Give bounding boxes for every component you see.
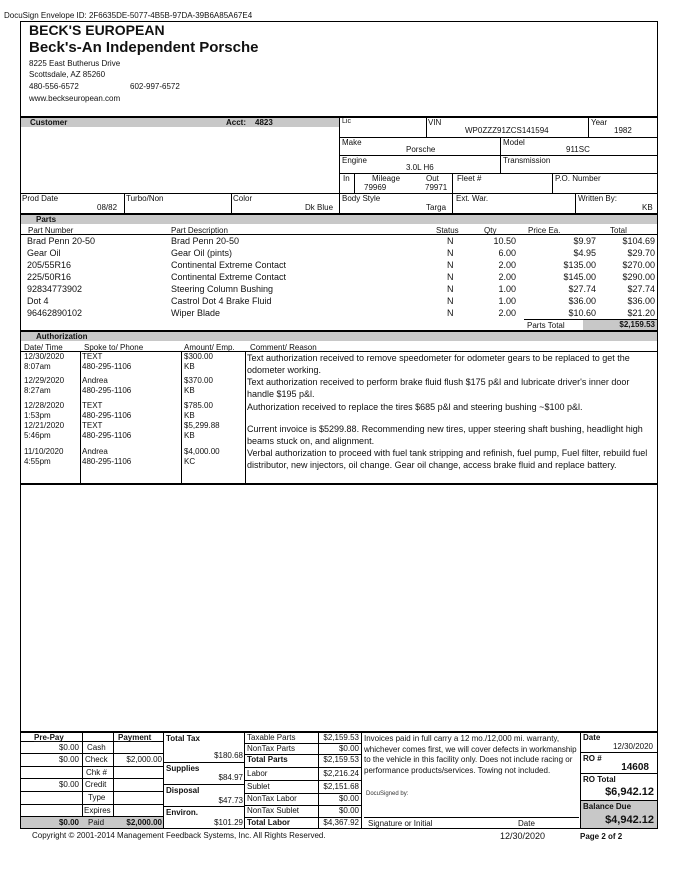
prepay-credit: $0.00 <box>58 780 79 789</box>
part-price: $4.95 <box>573 248 596 258</box>
po-label: P.O. Number <box>555 174 601 183</box>
auth-phone: 480-295-1106 <box>82 386 132 395</box>
year-value: 1982 <box>614 126 632 135</box>
part-status: N <box>447 260 454 270</box>
shop-address1: 8225 East Butherus Drive <box>29 59 121 68</box>
part-price: $27.74 <box>568 284 596 294</box>
model-label: Model <box>503 138 525 147</box>
auth-spoke: TEXT <box>82 401 103 410</box>
model-value: 911SC <box>566 145 590 154</box>
part-number: Dot 4 <box>27 296 49 306</box>
auth-date: 12/28/2020 <box>24 401 65 410</box>
acct-label: Acct: <box>226 118 247 127</box>
mileage-label: Mileage <box>372 174 401 183</box>
auth-amount: $370.00 <box>184 376 213 385</box>
fleet-label: Fleet # <box>457 174 482 183</box>
prepay-label: Pre-Pay <box>34 733 64 742</box>
part-description: Continental Extreme Contact <box>171 260 287 270</box>
type-label: Type <box>88 793 106 802</box>
part-total: $21.20 <box>627 308 655 318</box>
totals-value: $0.00 <box>338 806 359 815</box>
part-description: Continental Extreme Contact <box>171 272 287 282</box>
auth-emp: KB <box>184 362 195 371</box>
auth-phone: 480-295-1106 <box>82 457 132 466</box>
totals-value: $2,159.53 <box>323 733 359 742</box>
part-number: 96462890102 <box>27 308 83 318</box>
mileage-out-value: 79971 <box>425 183 448 192</box>
docusigned-by: DocuSigned by: <box>366 791 409 797</box>
part-total: $29.70 <box>627 248 655 258</box>
prepay-check: $0.00 <box>58 755 79 764</box>
ro-total-label: RO Total <box>583 775 616 784</box>
parts-total-label: Parts Total <box>527 321 565 330</box>
parts-col-total: Total <box>610 226 627 235</box>
part-number: Gear Oil <box>27 248 61 258</box>
year-label: Year <box>591 118 608 127</box>
signature-date-label: Date <box>518 819 535 828</box>
color-label: Color <box>233 194 253 203</box>
totals-label: Sublet <box>247 782 270 791</box>
part-price: $36.00 <box>568 296 596 306</box>
auth-time: 8:07am <box>24 362 51 371</box>
engine-value: 3.0L H6 <box>406 163 434 172</box>
part-status: N <box>447 236 454 246</box>
ro-number: 14608 <box>621 762 649 773</box>
totals-label: Labor <box>247 769 268 778</box>
part-description: Castrol Dot 4 Brake Fluid <box>171 296 272 306</box>
body-style-label: Body Style <box>342 194 381 203</box>
auth-col-spoke: Spoke to/ Phone <box>84 343 144 352</box>
payment-label: Payment <box>118 733 152 742</box>
table-row <box>20 296 658 307</box>
shop-name: BECK'S EUROPEAN <box>29 22 165 38</box>
totals-value: $4,367.92 <box>323 818 359 827</box>
table-row <box>20 248 658 259</box>
mileage-out-label: Out <box>426 174 439 183</box>
auth-comment: Text authorization received to remove speedometer for odometer gears to be replaced to get the odometer working. <box>247 353 630 375</box>
shop-subname: Beck's-An Independent Porsche <box>29 39 259 56</box>
auth-spoke: Andrea <box>82 376 108 385</box>
part-total: $104.69 <box>622 236 655 246</box>
paid-amount: $2,000.00 <box>126 818 162 827</box>
warranty-text: Invoices paid in full carry a 12 mo./12,000 mi. warranty, whichever comes first, we will cover defects in workmanship to the vehicle in this facility only. Does not include racing or performance products/services. Towing not included. <box>364 734 577 775</box>
mileage-in-value: 79969 <box>364 183 387 192</box>
prod-date-value: 08/82 <box>97 203 118 212</box>
auth-emp: KB <box>184 431 195 440</box>
authorization-rows <box>20 352 658 482</box>
part-total: $27.74 <box>627 284 655 294</box>
parts-col-part-number: Part Number <box>28 226 74 235</box>
totals-label: NonTax Parts <box>247 744 296 753</box>
auth-comment: Authorization received to replace the tires $685 p&l and steering bushing ~$100 p&l. <box>247 402 583 412</box>
part-status: N <box>447 284 454 294</box>
totals-label: Total Parts <box>247 755 288 764</box>
acct-number: 4823 <box>255 118 273 127</box>
totals-value: $2,216.24 <box>323 769 359 778</box>
shop-address2: Scottsdale, AZ 85260 <box>29 70 106 79</box>
ro-total: $6,942.12 <box>605 786 654 798</box>
auth-phone: 480-295-1106 <box>82 362 132 371</box>
auth-col-comment: Comment/ Reason <box>250 343 317 352</box>
part-qty: 1.00 <box>498 284 516 294</box>
shop-website[interactable]: www.beckseuropean.com <box>29 94 121 103</box>
cash-label: Cash <box>87 743 106 752</box>
part-status: N <box>447 296 454 306</box>
chk-no-label: Chk # <box>86 768 107 777</box>
credit-label: Credit <box>85 780 107 789</box>
totals-label: Taxable Parts <box>247 733 296 742</box>
auth-date: 12/29/2020 <box>24 376 65 385</box>
shop-phone1: 480-556-6572 <box>29 82 79 91</box>
auth-time: 5:46pm <box>24 431 51 440</box>
part-price: $10.60 <box>568 308 596 318</box>
auth-date: 12/30/2020 <box>24 352 65 361</box>
auth-comment: Verbal authorization to proceed with fuel tank stripping and refinish, fuel pump, Fuel filter, rebuild fuel distributor, new injectors, oil change. Gear oil change, access brake fluid and replace battery. <box>247 448 648 470</box>
table-row <box>20 308 658 319</box>
auth-spoke: TEXT <box>82 421 103 430</box>
totals-label: NonTax Sublet <box>247 806 300 815</box>
totals-label: Total Labor <box>247 818 290 827</box>
part-qty: 6.00 <box>498 248 516 258</box>
part-total: $290.00 <box>622 272 655 282</box>
engine-label: Engine <box>342 156 367 165</box>
check-amount: $2,000.00 <box>126 755 162 764</box>
parts-col-qty: Qty <box>484 226 497 235</box>
auth-amount: $785.00 <box>184 401 213 410</box>
turbo-label: Turbo/Non <box>126 194 164 203</box>
auth-date: 12/21/2020 <box>24 421 65 430</box>
totals-value: $0.00 <box>338 744 359 753</box>
vin-value: WP0ZZZ91ZCS141594 <box>465 126 549 135</box>
auth-time: 4:55pm <box>24 457 51 466</box>
parts-col-status: Status <box>436 226 459 235</box>
totals-value: $2,159.53 <box>323 755 359 764</box>
total-tax-value: $180.68 <box>214 751 243 760</box>
totals-value: $0.00 <box>338 794 359 803</box>
auth-col-datetime: Date/ Time <box>24 343 63 352</box>
auth-amount: $5,299.88 <box>184 421 220 430</box>
auth-time: 8:27am <box>24 386 51 395</box>
part-qty: 2.00 <box>498 308 516 318</box>
part-status: N <box>447 272 454 282</box>
part-description: Steering Column Bushing <box>171 284 274 294</box>
auth-amount: $4,000.00 <box>184 447 220 456</box>
shop-phone2: 602-997-6572 <box>130 82 180 91</box>
footer-date: 12/30/2020 <box>500 831 546 841</box>
table-row <box>20 284 658 295</box>
expires-label: Expires <box>84 806 111 815</box>
auth-spoke: TEXT <box>82 352 103 361</box>
written-by-value: KB <box>642 203 653 212</box>
part-status: N <box>447 248 454 258</box>
parts-total-value: $2,159.53 <box>619 320 655 329</box>
parts-title: Parts <box>36 215 57 224</box>
parts-col-price: Price Ea. <box>528 226 561 235</box>
color-value: Dk Blue <box>305 203 334 212</box>
part-price: $9.97 <box>573 236 596 246</box>
auth-comment: Text authorization received to perform brake fluid flush $175 p&l and lubricate driver's inner door handle $195 p&l. <box>247 377 630 399</box>
make-value: Porsche <box>406 145 436 154</box>
authorization-header-bar <box>21 332 657 341</box>
part-qty: 2.00 <box>498 272 516 282</box>
prepay-total: $0.00 <box>58 818 79 827</box>
totals-label: NonTax Labor <box>247 794 297 803</box>
part-status: N <box>447 308 454 318</box>
summary-date-label: Date <box>583 733 601 742</box>
balance-due-label: Balance Due <box>583 802 632 811</box>
part-number: 225/50R16 <box>27 272 72 282</box>
paid-label: Paid <box>88 818 105 827</box>
ro-number-label: RO # <box>583 754 602 763</box>
written-by-label: Written By: <box>578 194 617 203</box>
total-tax-label: Total Tax <box>166 734 200 743</box>
totals-value: $2,151.68 <box>323 782 359 791</box>
notes-area <box>20 484 658 732</box>
disposal-value: $47.73 <box>218 796 243 805</box>
auth-amount: $300.00 <box>184 352 213 361</box>
parts-header-bar <box>21 215 657 224</box>
auth-time: 1:53pm <box>24 411 51 420</box>
prod-date-label: Prod Date <box>22 194 59 203</box>
environ-value: $101.29 <box>214 818 243 827</box>
part-description: Gear Oil (pints) <box>171 248 233 258</box>
auth-spoke: Andrea <box>82 447 108 456</box>
prepay-cash: $0.00 <box>58 743 79 752</box>
customer-header-bar <box>21 118 339 127</box>
auth-col-amount: Amount/ Emp. <box>184 343 235 352</box>
part-price: $135.00 <box>563 260 596 270</box>
part-description: Wiper Blade <box>171 308 221 318</box>
mileage-in-label: In <box>343 174 350 183</box>
environ-label: Environ. <box>166 808 199 817</box>
part-qty: 1.00 <box>498 296 516 306</box>
supplies-value: $84.97 <box>218 773 243 782</box>
transmission-label: Transmission <box>503 156 551 165</box>
part-number: 205/55R16 <box>27 260 72 270</box>
auth-phone: 480-295-1106 <box>82 411 132 420</box>
auth-emp: KB <box>184 386 195 395</box>
auth-emp: KC <box>184 457 196 466</box>
part-price: $145.00 <box>563 272 596 282</box>
authorization-title: Authorization <box>36 332 88 341</box>
parts-col-description: Part Description <box>171 226 228 235</box>
table-row <box>20 272 658 283</box>
page-number: Page 2 of 2 <box>580 832 623 841</box>
lic-label: Lic <box>342 118 351 125</box>
supplies-label: Supplies <box>166 764 200 773</box>
part-qty: 10.50 <box>493 236 516 246</box>
table-row <box>20 236 658 247</box>
disposal-label: Disposal <box>166 786 200 795</box>
ext-war-label: Ext. War. <box>456 194 489 203</box>
auth-emp: KB <box>184 411 195 420</box>
summary-date: 12/30/2020 <box>612 742 653 751</box>
part-number: 92834773902 <box>27 284 83 294</box>
parts-rows <box>20 236 658 320</box>
envelope-id: DocuSign Envelope ID: 2F6635DE-5077-4B5B-97DA-39B6A85A67E4 <box>4 11 253 20</box>
part-qty: 2.00 <box>498 260 516 270</box>
balance-due: $4,942.12 <box>605 814 654 826</box>
part-description: Brad Penn 20-50 <box>171 236 240 246</box>
part-number: Brad Penn 20-50 <box>27 236 96 246</box>
parts-labor-totals <box>244 733 361 829</box>
make-label: Make <box>342 138 362 147</box>
auth-comment: Current invoice is $5299.88. Recommending new tires, upper steering shaft bushing, headlight high beams stuck on, and alignment. <box>247 424 643 446</box>
signature-label[interactable]: Signature or Initial <box>368 819 433 828</box>
part-total: $270.00 <box>622 260 655 270</box>
auth-date: 11/10/2020 <box>24 447 64 456</box>
copyright: Copyright © 2001-2014 Management Feedback Systems, Inc. All Rights Reserved. <box>32 831 326 840</box>
table-row <box>20 260 658 271</box>
auth-phone: 480-295-1106 <box>82 431 132 440</box>
vin-label: VIN <box>428 118 442 127</box>
part-total: $36.00 <box>627 296 655 306</box>
check-label: Check <box>85 755 108 764</box>
customer-label: Customer <box>30 118 68 127</box>
body-style-value: Targa <box>426 203 447 212</box>
